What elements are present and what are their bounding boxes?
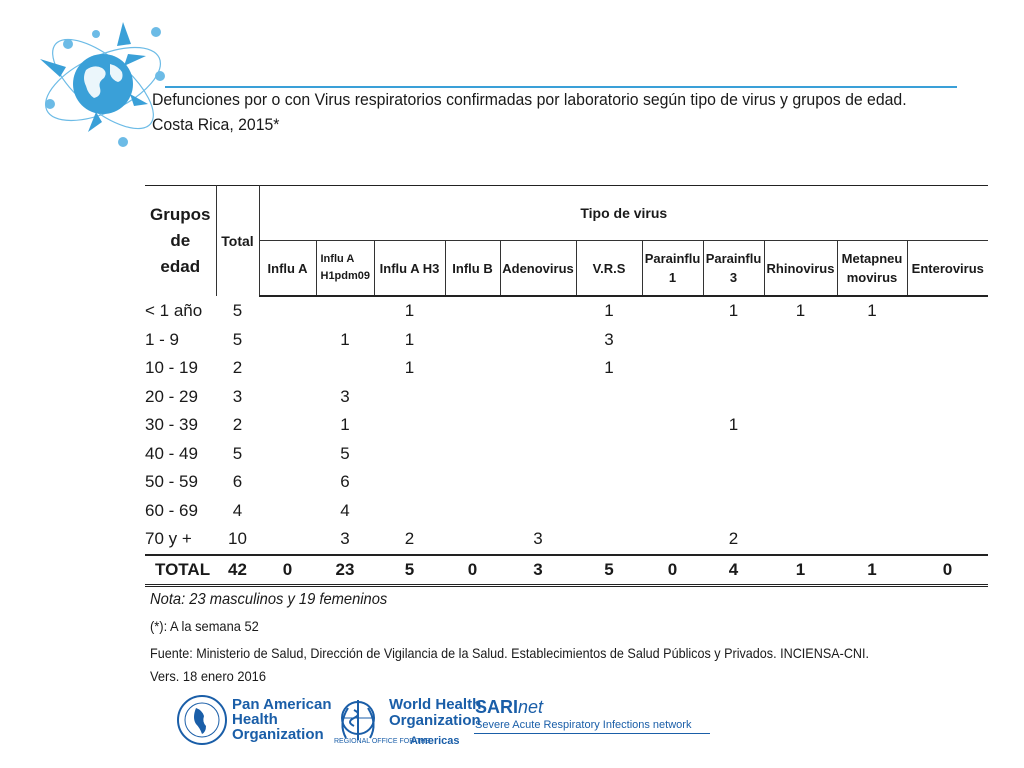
virus-count-cell: [837, 440, 907, 469]
virus-count-cell: [259, 296, 316, 326]
virus-count-cell: [837, 326, 907, 355]
virus-count-cell: [445, 497, 500, 526]
virus-count-cell: [576, 497, 642, 526]
paho-seal-icon: [176, 694, 228, 746]
virus-count-cell: 1: [404, 329, 415, 349]
virus-count-cell: [764, 354, 837, 383]
virus-count-cell: 3: [604, 329, 614, 349]
table-row: [145, 354, 988, 383]
virus-count-cell: [259, 525, 316, 555]
age-group-cell: 20 - 29: [145, 386, 198, 406]
virus-count-cell: [500, 326, 576, 355]
virus-count-cell: [374, 497, 445, 526]
col-header-influ-b: Influ B: [445, 241, 500, 297]
virus-count-cell: [642, 296, 703, 326]
virus-count-cell: [374, 383, 445, 412]
virus-count-cell: [837, 383, 907, 412]
col-header-influ-a: Influ A: [259, 241, 316, 297]
virus-count-cell: [703, 326, 764, 355]
virus-count-cell: [576, 525, 642, 555]
virus-count-cell: [642, 354, 703, 383]
table-row: [145, 525, 988, 555]
virus-count-cell: 3: [340, 529, 350, 549]
virus-count-cell: [445, 411, 500, 440]
col-header-influ-a-h1pdm09: Influ A H1pdm09: [316, 241, 374, 297]
virus-count-cell: 5: [576, 555, 642, 586]
virus-count-cell: [764, 525, 837, 555]
virus-count-cell: [259, 383, 316, 412]
virus-count-cell: [837, 525, 907, 555]
virus-count-cell: [259, 326, 316, 355]
age-group-cell: 1 - 9: [145, 329, 180, 349]
table-row: [145, 468, 988, 497]
virus-table: [145, 185, 988, 587]
virus-count-cell: 0: [642, 555, 703, 586]
virus-count-cell: [764, 326, 837, 355]
title-line-1: Defunciones por o con Virus respiratorios confirmadas por laboratorio según tipo de virus y grupos de edad.: [152, 90, 907, 109]
header-rule: [165, 86, 957, 88]
col-header-influ-a-h3: Influ A H3: [374, 241, 445, 297]
total-cell: 3: [232, 386, 243, 406]
who-name: World Health Organization: [389, 696, 482, 729]
tipo-virus-header: Tipo de virus: [259, 186, 988, 241]
virus-count-cell: [374, 411, 445, 440]
virus-count-cell: 1: [764, 555, 837, 586]
virus-count-cell: [445, 525, 500, 555]
virus-count-cell: 0: [907, 555, 988, 586]
virus-count-cell: [259, 440, 316, 469]
virus-count-cell: [374, 468, 445, 497]
virus-count-cell: 1: [340, 415, 350, 435]
virus-count-cell: [703, 440, 764, 469]
virus-count-cell: [445, 440, 500, 469]
virus-count-cell: [259, 497, 316, 526]
age-group-cell: < 1 año: [145, 300, 203, 320]
virus-count-cell: [642, 468, 703, 497]
virus-count-cell: 23: [316, 555, 374, 586]
total-cell: 42: [216, 555, 259, 586]
virus-count-cell: [703, 383, 764, 412]
col-header-rhinovirus: Rhinovirus: [764, 241, 837, 297]
virus-count-cell: [907, 326, 988, 355]
virus-count-cell: 3: [500, 555, 576, 586]
col-header-adenovirus: Adenovirus: [500, 241, 576, 297]
virus-count-cell: [316, 296, 374, 326]
virus-count-cell: 5: [340, 443, 350, 463]
virus-count-cell: [703, 354, 764, 383]
total-cell: 5: [232, 443, 243, 463]
virus-count-cell: [374, 440, 445, 469]
virus-count-cell: [907, 354, 988, 383]
virus-count-cell: [642, 383, 703, 412]
virus-count-cell: [837, 497, 907, 526]
total-cell: 4: [232, 500, 243, 520]
virus-count-cell: [500, 440, 576, 469]
table-row: [145, 440, 988, 469]
virus-count-cell: [576, 411, 642, 440]
virus-count-cell: [500, 383, 576, 412]
col-header-enterovirus: Enterovirus: [907, 241, 988, 297]
virus-count-cell: [907, 468, 988, 497]
virus-count-cell: [445, 354, 500, 383]
virus-count-cell: [500, 411, 576, 440]
virus-count-cell: [500, 354, 576, 383]
virus-count-cell: 2: [404, 529, 415, 549]
virus-count-cell: [316, 354, 374, 383]
virus-count-cell: [907, 296, 988, 326]
virus-count-cell: [642, 440, 703, 469]
age-group-cell: TOTAL: [145, 555, 216, 586]
virus-count-cell: [642, 525, 703, 555]
virus-count-cell: [642, 326, 703, 355]
virus-count-cell: 6: [340, 472, 350, 492]
virus-count-cell: [907, 383, 988, 412]
col-header-parainflu-1: Parainflu 1: [642, 241, 703, 297]
virus-count-cell: [576, 383, 642, 412]
table-row: [145, 326, 988, 355]
virus-count-cell: 1: [340, 329, 350, 349]
virus-count-cell: [837, 354, 907, 383]
virus-count-cell: 2: [728, 529, 739, 549]
age-group-cell: 60 - 69: [145, 500, 198, 520]
total-cell: 2: [232, 358, 243, 378]
virus-count-cell: [445, 383, 500, 412]
total-header: Total: [216, 186, 259, 297]
total-cell: 2: [232, 415, 243, 435]
virus-count-cell: [500, 497, 576, 526]
virus-count-cell: [907, 440, 988, 469]
table-total-row: [145, 555, 988, 586]
virus-count-cell: [764, 468, 837, 497]
virus-count-cell: [907, 497, 988, 526]
virus-count-cell: [259, 354, 316, 383]
table-row: [145, 383, 988, 412]
virus-count-cell: [576, 440, 642, 469]
virus-count-cell: [445, 326, 500, 355]
virus-count-cell: [576, 468, 642, 497]
paho-name: Pan American Health Organization: [232, 696, 332, 743]
table-row: [145, 411, 988, 440]
virus-count-cell: 3: [340, 386, 350, 406]
virus-count-cell: 1: [728, 415, 739, 435]
virus-count-cell: [703, 468, 764, 497]
virus-count-cell: 1: [795, 301, 806, 321]
virus-count-cell: [703, 497, 764, 526]
total-cell: 5: [232, 300, 243, 320]
group-header: Grupos de edad: [145, 186, 216, 297]
virus-count-cell: 1: [604, 301, 614, 321]
virus-count-cell: [907, 525, 988, 555]
table-body: [145, 296, 988, 585]
virus-count-cell: [764, 440, 837, 469]
who-regional-label: REGIONAL OFFICE FOR THE: [334, 738, 431, 745]
virus-count-cell: 4: [703, 555, 764, 586]
sarinet-name: SARInet: [475, 697, 544, 717]
table-row: [145, 497, 988, 526]
virus-count-cell: 1: [404, 301, 415, 321]
virus-count-cell: 3: [533, 529, 543, 549]
virus-count-cell: [764, 411, 837, 440]
virus-count-cell: 1: [728, 301, 739, 321]
virus-count-cell: [259, 468, 316, 497]
virus-count-cell: [837, 411, 907, 440]
virus-count-cell: [500, 468, 576, 497]
virus-count-cell: [445, 468, 500, 497]
total-cell: 6: [232, 472, 243, 492]
sarinet-underline: [474, 733, 710, 734]
virus-count-cell: 1: [837, 555, 907, 586]
age-group-cell: 40 - 49: [145, 443, 198, 463]
note-gender: Nota: 23 masculinos y 19 femeninos: [150, 591, 388, 608]
virus-count-cell: [764, 497, 837, 526]
virus-count-cell: 1: [867, 301, 877, 321]
virus-count-cell: 1: [404, 358, 415, 378]
virus-count-cell: [764, 383, 837, 412]
total-cell: 5: [232, 329, 243, 349]
age-group-cell: 30 - 39: [145, 415, 198, 435]
age-group-cell: 70 y +: [145, 529, 192, 549]
virus-count-cell: 5: [374, 555, 445, 586]
note-source: Fuente: Ministerio de Salud, Dirección de Vigilancia de la Salud. Establecimientos de Salud Públicos y Privados. INCIENSA-CNI.: [150, 645, 870, 661]
sarinet-subtitle: Severe Acute Respiratory Infections network: [475, 719, 692, 731]
virus-count-cell: [642, 497, 703, 526]
virus-count-cell: [445, 296, 500, 326]
age-group-cell: 50 - 59: [145, 472, 198, 492]
virus-count-cell: 0: [259, 555, 316, 586]
who-americas-label: Americas: [410, 735, 460, 747]
virus-count-cell: 1: [604, 358, 614, 378]
note-week: (*): A la semana 52: [150, 618, 259, 634]
total-cell: 10: [228, 529, 247, 549]
virus-count-cell: [259, 411, 316, 440]
col-header-parainflu-3: Parainflu 3: [703, 241, 764, 297]
virus-count-cell: [837, 468, 907, 497]
virus-count-cell: 0: [445, 555, 500, 586]
note-version: Vers. 18 enero 2016: [150, 668, 267, 684]
virus-count-cell: [907, 411, 988, 440]
col-header-vrs: V.R.S: [576, 241, 642, 297]
table-row: [145, 296, 988, 326]
age-group-cell: 10 - 19: [145, 358, 198, 378]
virus-count-cell: [642, 411, 703, 440]
virus-count-cell: 4: [340, 500, 350, 520]
virus-count-cell: [500, 296, 576, 326]
title-line-2: Costa Rica, 2015*: [152, 115, 280, 134]
col-header-metapneumovirus: Metapneu movirus: [837, 241, 907, 297]
